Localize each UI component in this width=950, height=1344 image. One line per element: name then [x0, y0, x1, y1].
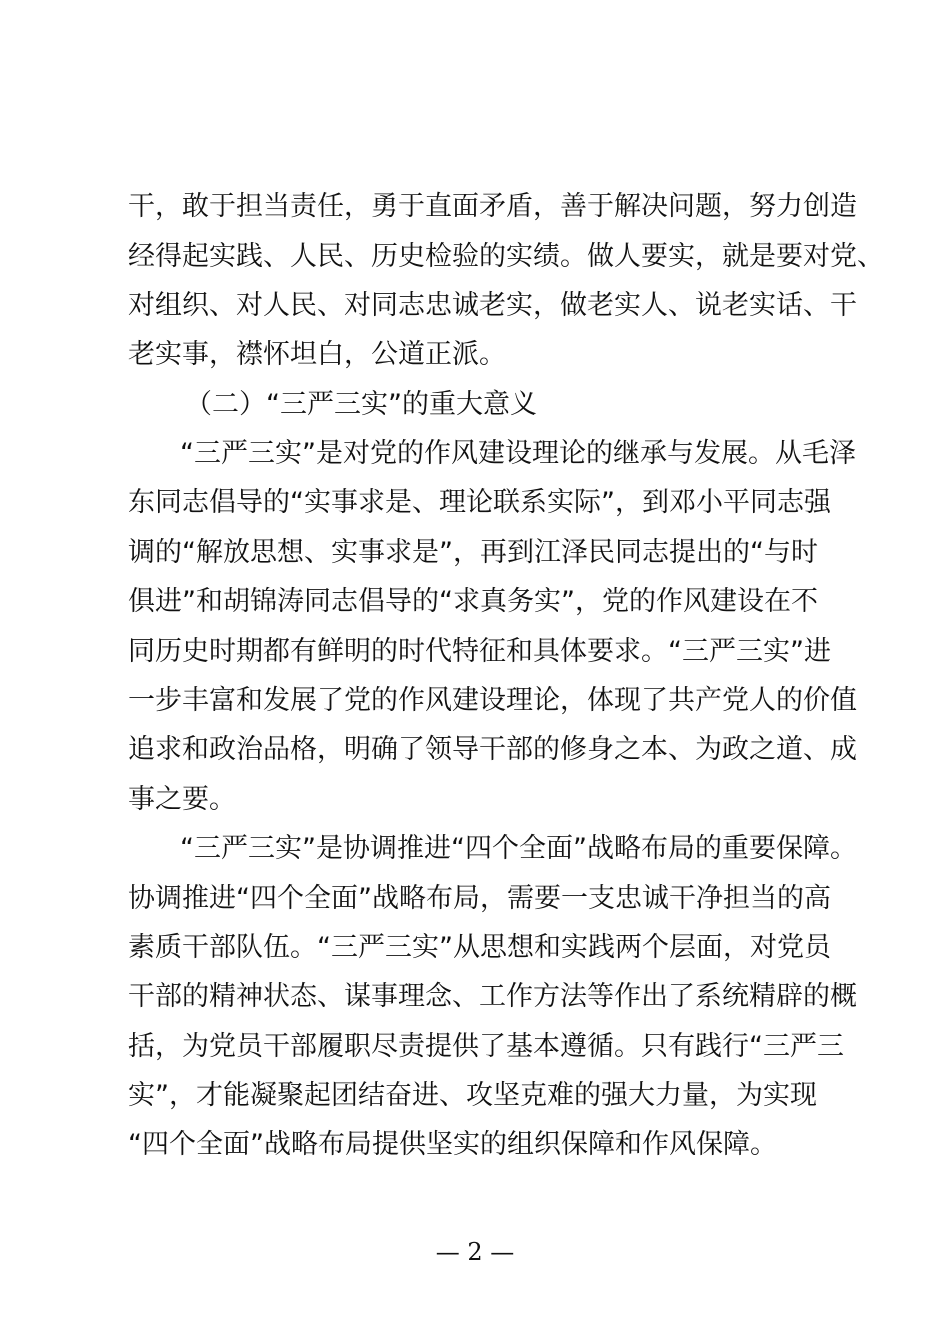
paragraph-line: 老实事，襟怀坦白，公道正派。 — [128, 339, 506, 370]
paragraph-line: 对组织、对人民、对同志忠诚老实，做老实人、说老实话、干 — [128, 290, 857, 321]
paragraph-line: “四个全面”战略布局提供坚实的组织保障和作风保障。 — [128, 1129, 777, 1160]
paragraph-line: 东同志倡导的“实事求是、理论联系实际”，到邓小平同志强 — [128, 487, 831, 518]
paragraph-line: 俱进”和胡锦涛同志倡导的“求真务实”，党的作风建设在不 — [128, 586, 818, 617]
paragraph-line: 经得起实践、人民、历史检验的实绩。做人要实，就是要对党、 — [128, 241, 884, 272]
section-heading: （二）“三严三实”的重大意义 — [185, 389, 537, 420]
paragraph-line: 一步丰富和发展了党的作风建设理论，体现了共产党人的价值 — [128, 685, 857, 716]
paragraph-line: 协调推进“四个全面”战略布局，需要一支忠诚干净担当的高 — [128, 883, 831, 914]
page-number: — 2 — — [435, 1238, 515, 1266]
paragraph-line: 素质干部队伍。“三严三实”从思想和实践两个层面，对党员 — [128, 932, 831, 963]
paragraph-line: 追求和政治品格，明确了领导干部的修身之本、为政之道、成 — [128, 734, 857, 765]
paragraph-line: 事之要。 — [128, 784, 236, 815]
paragraph-line: 实”，才能凝聚起团结奋进、攻坚克难的强大力量，为实现 — [128, 1080, 817, 1111]
paragraph-line: “三严三实”是对党的作风建设理论的继承与发展。从毛泽 — [180, 438, 856, 469]
paragraph-line: “三严三实”是协调推进“四个全面”战略布局的重要保障。 — [180, 833, 857, 864]
paragraph-line: 括，为党员干部履职尽责提供了基本遵循。只有践行“三严三 — [128, 1031, 844, 1062]
paragraph-line: 调的“解放思想、实事求是”，再到江泽民同志提出的“与时 — [128, 537, 818, 568]
paragraph-line: 干，敢于担当责任，勇于直面矛盾，善于解决问题，努力创造 — [128, 191, 857, 222]
paragraph-line: 同历史时期都有鲜明的时代特征和具体要求。“三严三实”进 — [128, 636, 831, 667]
paragraph-line: 干部的精神状态、谋事理念、工作方法等作出了系统精辟的概 — [128, 981, 857, 1012]
